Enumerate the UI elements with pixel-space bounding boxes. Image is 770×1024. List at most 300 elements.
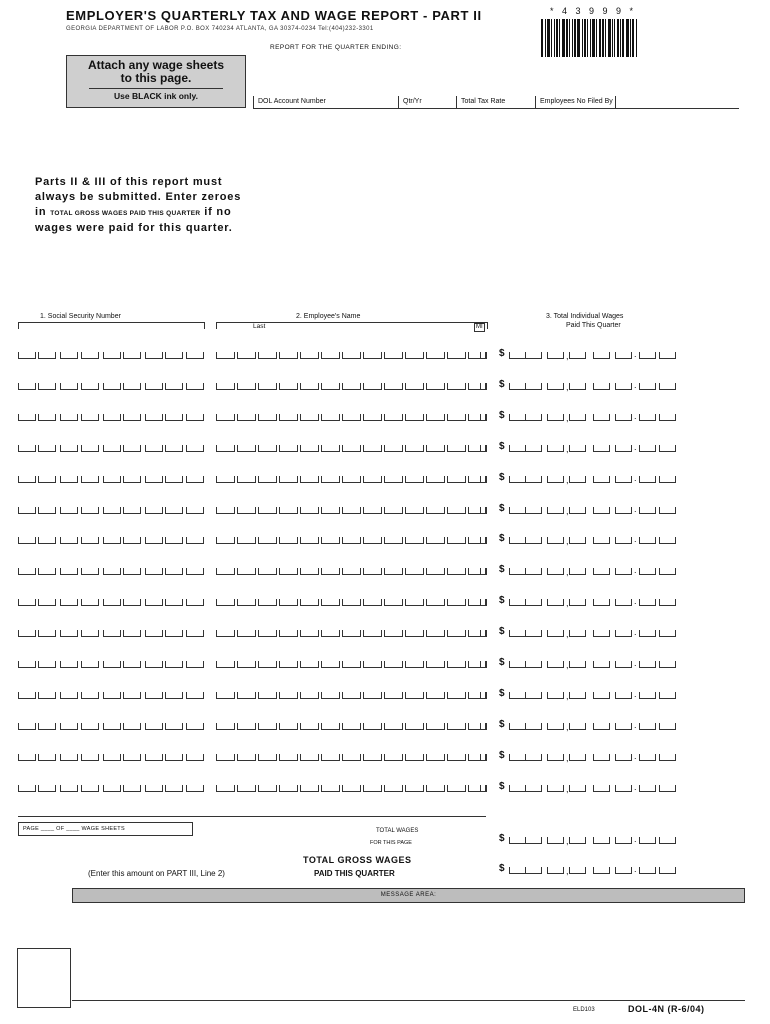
ssn-digit-box[interactable]: [165, 476, 183, 483]
name-char-box[interactable]: [300, 723, 319, 730]
middle-initial-box[interactable]: [480, 568, 486, 575]
name-char-box[interactable]: [363, 661, 382, 668]
ssn-digit-box[interactable]: [38, 723, 56, 730]
ssn-digit-box[interactable]: [165, 692, 183, 699]
middle-initial-box[interactable]: [480, 383, 486, 390]
wage-digit-box[interactable]: [639, 507, 656, 514]
ssn-digit-box[interactable]: [145, 754, 163, 761]
middle-initial-box[interactable]: [480, 476, 486, 483]
name-char-box[interactable]: [447, 383, 466, 390]
name-char-box[interactable]: [384, 537, 403, 544]
name-char-box[interactable]: [426, 599, 445, 606]
ssn-digit-box[interactable]: [38, 537, 56, 544]
name-char-box[interactable]: [321, 476, 340, 483]
ssn-digit-box[interactable]: [103, 383, 121, 390]
wage-digit-box[interactable]: [547, 352, 564, 359]
wage-digit-box[interactable]: [593, 507, 610, 514]
ssn-digit-box[interactable]: [103, 445, 121, 452]
name-char-box[interactable]: [237, 445, 256, 452]
wage-digit-box[interactable]: [569, 537, 586, 544]
wage-digit-box[interactable]: [615, 754, 632, 761]
ssn-digit-box[interactable]: [186, 785, 204, 792]
ssn-digit-box[interactable]: [81, 723, 99, 730]
name-char-box[interactable]: [447, 630, 466, 637]
name-char-box[interactable]: [216, 630, 235, 637]
name-char-box[interactable]: [258, 414, 277, 421]
name-char-box[interactable]: [279, 630, 298, 637]
ssn-digit-box[interactable]: [60, 352, 78, 359]
name-char-box[interactable]: [300, 537, 319, 544]
ssn-digit-box[interactable]: [145, 630, 163, 637]
ssn-digit-box[interactable]: [81, 507, 99, 514]
wage-digit-box[interactable]: [659, 383, 676, 390]
wage-digit-box[interactable]: [659, 754, 676, 761]
ssn-digit-box[interactable]: [123, 692, 141, 699]
name-char-box[interactable]: [216, 723, 235, 730]
ssn-digit-box[interactable]: [186, 414, 204, 421]
wage-digit-box[interactable]: [615, 692, 632, 699]
wage-digit-box[interactable]: [639, 785, 656, 792]
name-char-box[interactable]: [447, 476, 466, 483]
ssn-digit-box[interactable]: [165, 352, 183, 359]
ssn-digit-box[interactable]: [165, 414, 183, 421]
name-char-box[interactable]: [426, 414, 445, 421]
name-char-box[interactable]: [405, 568, 424, 575]
name-char-box[interactable]: [384, 754, 403, 761]
ssn-digit-box[interactable]: [186, 692, 204, 699]
name-char-box[interactable]: [363, 476, 382, 483]
name-char-box[interactable]: [363, 723, 382, 730]
name-char-box[interactable]: [216, 476, 235, 483]
ssn-digit-box[interactable]: [103, 599, 121, 606]
middle-initial-box[interactable]: [480, 537, 486, 544]
name-char-box[interactable]: [279, 599, 298, 606]
name-char-box[interactable]: [216, 754, 235, 761]
wage-digit-box[interactable]: [509, 754, 526, 761]
name-char-box[interactable]: [216, 661, 235, 668]
ssn-digit-box[interactable]: [81, 568, 99, 575]
name-char-box[interactable]: [363, 537, 382, 544]
ssn-digit-box[interactable]: [81, 476, 99, 483]
name-char-box[interactable]: [363, 352, 382, 359]
wage-digit-box[interactable]: [547, 507, 564, 514]
wage-digit-box[interactable]: [659, 568, 676, 575]
ssn-digit-box[interactable]: [60, 723, 78, 730]
name-char-box[interactable]: [300, 599, 319, 606]
name-char-box[interactable]: [237, 383, 256, 390]
name-char-box[interactable]: [342, 476, 361, 483]
wage-digit-box[interactable]: [509, 568, 526, 575]
ssn-digit-box[interactable]: [123, 352, 141, 359]
name-char-box[interactable]: [384, 352, 403, 359]
ssn-digit-box[interactable]: [103, 754, 121, 761]
wage-digit-box[interactable]: [569, 476, 586, 483]
ssn-digit-box[interactable]: [38, 568, 56, 575]
name-char-box[interactable]: [237, 568, 256, 575]
name-char-box[interactable]: [342, 630, 361, 637]
wage-digit-box[interactable]: [525, 476, 542, 483]
ssn-digit-box[interactable]: [165, 507, 183, 514]
wage-digit-box[interactable]: [525, 537, 542, 544]
wage-digit-box[interactable]: [547, 754, 564, 761]
name-char-box[interactable]: [279, 692, 298, 699]
wage-digit-box[interactable]: [547, 785, 564, 792]
gross-total-digit-box[interactable]: [639, 867, 656, 874]
name-char-box[interactable]: [426, 352, 445, 359]
name-char-box[interactable]: [321, 568, 340, 575]
ssn-digit-box[interactable]: [18, 383, 36, 390]
name-char-box[interactable]: [321, 630, 340, 637]
name-char-box[interactable]: [342, 537, 361, 544]
name-char-box[interactable]: [279, 568, 298, 575]
middle-initial-box[interactable]: [480, 785, 486, 792]
ssn-digit-box[interactable]: [186, 383, 204, 390]
ssn-digit-box[interactable]: [60, 568, 78, 575]
name-char-box[interactable]: [426, 445, 445, 452]
ssn-digit-box[interactable]: [165, 568, 183, 575]
wage-digit-box[interactable]: [593, 630, 610, 637]
middle-initial-box[interactable]: [480, 754, 486, 761]
name-char-box[interactable]: [216, 507, 235, 514]
ssn-digit-box[interactable]: [38, 630, 56, 637]
wage-digit-box[interactable]: [525, 630, 542, 637]
ssn-digit-box[interactable]: [60, 507, 78, 514]
ssn-digit-box[interactable]: [165, 661, 183, 668]
wage-digit-box[interactable]: [659, 445, 676, 452]
ssn-digit-box[interactable]: [103, 537, 121, 544]
name-char-box[interactable]: [258, 723, 277, 730]
name-char-box[interactable]: [300, 383, 319, 390]
wage-digit-box[interactable]: [569, 723, 586, 730]
ssn-digit-box[interactable]: [81, 414, 99, 421]
wage-digit-box[interactable]: [615, 723, 632, 730]
wage-digit-box[interactable]: [569, 445, 586, 452]
name-char-box[interactable]: [342, 352, 361, 359]
wage-digit-box[interactable]: [593, 785, 610, 792]
name-char-box[interactable]: [321, 383, 340, 390]
name-char-box[interactable]: [363, 568, 382, 575]
ssn-digit-box[interactable]: [18, 692, 36, 699]
ssn-digit-box[interactable]: [103, 476, 121, 483]
ssn-digit-box[interactable]: [186, 661, 204, 668]
wage-digit-box[interactable]: [547, 692, 564, 699]
ssn-digit-box[interactable]: [18, 661, 36, 668]
wage-digit-box[interactable]: [509, 476, 526, 483]
name-char-box[interactable]: [426, 476, 445, 483]
wage-digit-box[interactable]: [659, 507, 676, 514]
ssn-digit-box[interactable]: [123, 476, 141, 483]
gross-total-digit-box[interactable]: [615, 867, 632, 874]
ssn-digit-box[interactable]: [123, 785, 141, 792]
wage-digit-box[interactable]: [569, 568, 586, 575]
name-char-box[interactable]: [321, 414, 340, 421]
name-char-box[interactable]: [405, 723, 424, 730]
wage-digit-box[interactable]: [659, 414, 676, 421]
wage-digit-box[interactable]: [547, 661, 564, 668]
ssn-digit-box[interactable]: [186, 630, 204, 637]
ssn-digit-box[interactable]: [18, 537, 36, 544]
wage-digit-box[interactable]: [593, 661, 610, 668]
wage-digit-box[interactable]: [525, 599, 542, 606]
name-char-box[interactable]: [237, 661, 256, 668]
page-count-box[interactable]: PAGE ____ OF ____ WAGE SHEETS: [18, 822, 193, 836]
ssn-digit-box[interactable]: [103, 661, 121, 668]
wage-digit-box[interactable]: [593, 383, 610, 390]
name-char-box[interactable]: [321, 599, 340, 606]
ssn-digit-box[interactable]: [145, 537, 163, 544]
ssn-digit-box[interactable]: [186, 754, 204, 761]
name-char-box[interactable]: [300, 568, 319, 575]
name-char-box[interactable]: [237, 537, 256, 544]
name-char-box[interactable]: [258, 661, 277, 668]
quarter-year-field[interactable]: Qtr/Yr: [398, 96, 422, 108]
ssn-digit-box[interactable]: [38, 414, 56, 421]
name-char-box[interactable]: [237, 352, 256, 359]
ssn-digit-box[interactable]: [145, 692, 163, 699]
wage-digit-box[interactable]: [615, 383, 632, 390]
name-char-box[interactable]: [342, 723, 361, 730]
wage-digit-box[interactable]: [615, 352, 632, 359]
ssn-digit-box[interactable]: [38, 352, 56, 359]
name-char-box[interactable]: [300, 785, 319, 792]
ssn-digit-box[interactable]: [123, 568, 141, 575]
name-char-box[interactable]: [363, 414, 382, 421]
ssn-digit-box[interactable]: [81, 692, 99, 699]
name-char-box[interactable]: [405, 445, 424, 452]
ssn-digit-box[interactable]: [18, 476, 36, 483]
name-char-box[interactable]: [405, 383, 424, 390]
name-char-box[interactable]: [384, 692, 403, 699]
wage-digit-box[interactable]: [525, 723, 542, 730]
wage-digit-box[interactable]: [593, 599, 610, 606]
wage-digit-box[interactable]: [547, 723, 564, 730]
ssn-digit-box[interactable]: [145, 568, 163, 575]
ssn-digit-box[interactable]: [18, 445, 36, 452]
name-char-box[interactable]: [216, 414, 235, 421]
wage-digit-box[interactable]: [525, 507, 542, 514]
wage-digit-box[interactable]: [569, 352, 586, 359]
wage-digit-box[interactable]: [639, 754, 656, 761]
name-char-box[interactable]: [426, 630, 445, 637]
ssn-digit-box[interactable]: [38, 476, 56, 483]
ssn-digit-box[interactable]: [186, 507, 204, 514]
name-char-box[interactable]: [384, 785, 403, 792]
ssn-digit-box[interactable]: [103, 692, 121, 699]
gross-total-digit-box[interactable]: [525, 867, 542, 874]
name-char-box[interactable]: [447, 414, 466, 421]
ssn-digit-box[interactable]: [60, 476, 78, 483]
ssn-digit-box[interactable]: [123, 661, 141, 668]
gross-total-digit-box[interactable]: [509, 867, 526, 874]
name-char-box[interactable]: [237, 630, 256, 637]
ssn-digit-box[interactable]: [60, 630, 78, 637]
wage-digit-box[interactable]: [639, 476, 656, 483]
ssn-digit-box[interactable]: [38, 692, 56, 699]
name-char-box[interactable]: [342, 568, 361, 575]
name-char-box[interactable]: [426, 785, 445, 792]
wage-digit-box[interactable]: [639, 352, 656, 359]
ssn-digit-box[interactable]: [81, 754, 99, 761]
ssn-digit-box[interactable]: [186, 599, 204, 606]
ssn-digit-box[interactable]: [60, 414, 78, 421]
wage-digit-box[interactable]: [547, 476, 564, 483]
name-char-box[interactable]: [279, 754, 298, 761]
wage-digit-box[interactable]: [569, 630, 586, 637]
gross-total-digit-box[interactable]: [547, 867, 564, 874]
name-char-box[interactable]: [279, 414, 298, 421]
wage-digit-box[interactable]: [547, 537, 564, 544]
name-char-box[interactable]: [300, 692, 319, 699]
wage-digit-box[interactable]: [509, 785, 526, 792]
wage-digit-box[interactable]: [593, 414, 610, 421]
account-fields-row[interactable]: [253, 96, 739, 109]
wage-digit-box[interactable]: [593, 476, 610, 483]
ssn-digit-box[interactable]: [186, 352, 204, 359]
name-char-box[interactable]: [447, 692, 466, 699]
name-char-box[interactable]: [426, 507, 445, 514]
ssn-digit-box[interactable]: [165, 599, 183, 606]
gross-total-digit-box[interactable]: [659, 867, 676, 874]
name-char-box[interactable]: [405, 414, 424, 421]
name-char-box[interactable]: [384, 383, 403, 390]
name-char-box[interactable]: [300, 476, 319, 483]
ssn-digit-box[interactable]: [81, 383, 99, 390]
name-char-box[interactable]: [216, 445, 235, 452]
wage-digit-box[interactable]: [593, 445, 610, 452]
ssn-digit-box[interactable]: [103, 507, 121, 514]
wage-digit-box[interactable]: [639, 599, 656, 606]
ssn-digit-box[interactable]: [81, 445, 99, 452]
wage-digit-box[interactable]: [569, 383, 586, 390]
name-char-box[interactable]: [384, 661, 403, 668]
ssn-digit-box[interactable]: [60, 661, 78, 668]
ssn-digit-box[interactable]: [81, 785, 99, 792]
page-total-digit-box[interactable]: [547, 837, 564, 844]
page-total-digit-box[interactable]: [639, 837, 656, 844]
name-char-box[interactable]: [279, 507, 298, 514]
name-char-box[interactable]: [426, 383, 445, 390]
name-char-box[interactable]: [384, 723, 403, 730]
wage-digit-box[interactable]: [659, 723, 676, 730]
ssn-digit-box[interactable]: [186, 445, 204, 452]
wage-digit-box[interactable]: [547, 414, 564, 421]
middle-initial-box[interactable]: [480, 445, 486, 452]
middle-initial-box[interactable]: [480, 723, 486, 730]
wage-digit-box[interactable]: [615, 507, 632, 514]
ssn-digit-box[interactable]: [186, 476, 204, 483]
name-char-box[interactable]: [447, 599, 466, 606]
ssn-digit-box[interactable]: [165, 630, 183, 637]
ssn-digit-box[interactable]: [81, 352, 99, 359]
name-char-box[interactable]: [447, 723, 466, 730]
name-char-box[interactable]: [279, 352, 298, 359]
ssn-digit-box[interactable]: [145, 723, 163, 730]
name-char-box[interactable]: [216, 537, 235, 544]
name-char-box[interactable]: [300, 507, 319, 514]
name-char-box[interactable]: [405, 507, 424, 514]
name-char-box[interactable]: [447, 568, 466, 575]
name-char-box[interactable]: [405, 661, 424, 668]
wage-digit-box[interactable]: [569, 414, 586, 421]
name-char-box[interactable]: [405, 476, 424, 483]
name-char-box[interactable]: [321, 352, 340, 359]
middle-initial-box[interactable]: [480, 661, 486, 668]
wage-digit-box[interactable]: [659, 537, 676, 544]
wage-digit-box[interactable]: [547, 599, 564, 606]
ssn-digit-box[interactable]: [18, 754, 36, 761]
ssn-digit-box[interactable]: [145, 414, 163, 421]
name-char-box[interactable]: [321, 754, 340, 761]
middle-initial-box[interactable]: [480, 507, 486, 514]
ssn-digit-box[interactable]: [18, 630, 36, 637]
name-char-box[interactable]: [321, 507, 340, 514]
middle-initial-box[interactable]: [480, 630, 486, 637]
page-total-digit-box[interactable]: [615, 837, 632, 844]
name-char-box[interactable]: [426, 537, 445, 544]
name-char-box[interactable]: [300, 352, 319, 359]
wage-digit-box[interactable]: [593, 692, 610, 699]
ssn-digit-box[interactable]: [103, 414, 121, 421]
name-char-box[interactable]: [258, 476, 277, 483]
wage-digit-box[interactable]: [509, 414, 526, 421]
name-char-box[interactable]: [363, 785, 382, 792]
total-tax-rate-field[interactable]: Total Tax Rate: [456, 96, 505, 108]
name-char-box[interactable]: [279, 785, 298, 792]
ssn-digit-box[interactable]: [103, 568, 121, 575]
wage-digit-box[interactable]: [615, 785, 632, 792]
name-char-box[interactable]: [258, 445, 277, 452]
ssn-digit-box[interactable]: [38, 445, 56, 452]
name-char-box[interactable]: [384, 599, 403, 606]
name-char-box[interactable]: [321, 661, 340, 668]
ssn-digit-box[interactable]: [145, 383, 163, 390]
ssn-digit-box[interactable]: [81, 661, 99, 668]
name-char-box[interactable]: [258, 352, 277, 359]
name-char-box[interactable]: [279, 723, 298, 730]
name-char-box[interactable]: [342, 692, 361, 699]
name-char-box[interactable]: [363, 754, 382, 761]
name-char-box[interactable]: [300, 414, 319, 421]
wage-digit-box[interactable]: [659, 352, 676, 359]
ssn-digit-box[interactable]: [60, 537, 78, 544]
wage-digit-box[interactable]: [509, 661, 526, 668]
ssn-digit-box[interactable]: [81, 630, 99, 637]
name-char-box[interactable]: [258, 599, 277, 606]
ssn-digit-box[interactable]: [18, 723, 36, 730]
name-char-box[interactable]: [216, 383, 235, 390]
wage-digit-box[interactable]: [593, 537, 610, 544]
wage-digit-box[interactable]: [525, 785, 542, 792]
wage-digit-box[interactable]: [509, 537, 526, 544]
wage-digit-box[interactable]: [509, 692, 526, 699]
ssn-digit-box[interactable]: [165, 723, 183, 730]
ssn-digit-box[interactable]: [186, 568, 204, 575]
ssn-digit-box[interactable]: [123, 445, 141, 452]
name-char-box[interactable]: [363, 599, 382, 606]
wage-digit-box[interactable]: [615, 414, 632, 421]
name-char-box[interactable]: [237, 507, 256, 514]
wage-digit-box[interactable]: [659, 785, 676, 792]
wage-digit-box[interactable]: [615, 599, 632, 606]
wage-digit-box[interactable]: [525, 568, 542, 575]
name-char-box[interactable]: [237, 754, 256, 761]
name-char-box[interactable]: [216, 568, 235, 575]
wage-digit-box[interactable]: [569, 507, 586, 514]
wage-digit-box[interactable]: [639, 383, 656, 390]
ssn-digit-box[interactable]: [60, 599, 78, 606]
ssn-digit-box[interactable]: [123, 630, 141, 637]
ssn-digit-box[interactable]: [123, 599, 141, 606]
